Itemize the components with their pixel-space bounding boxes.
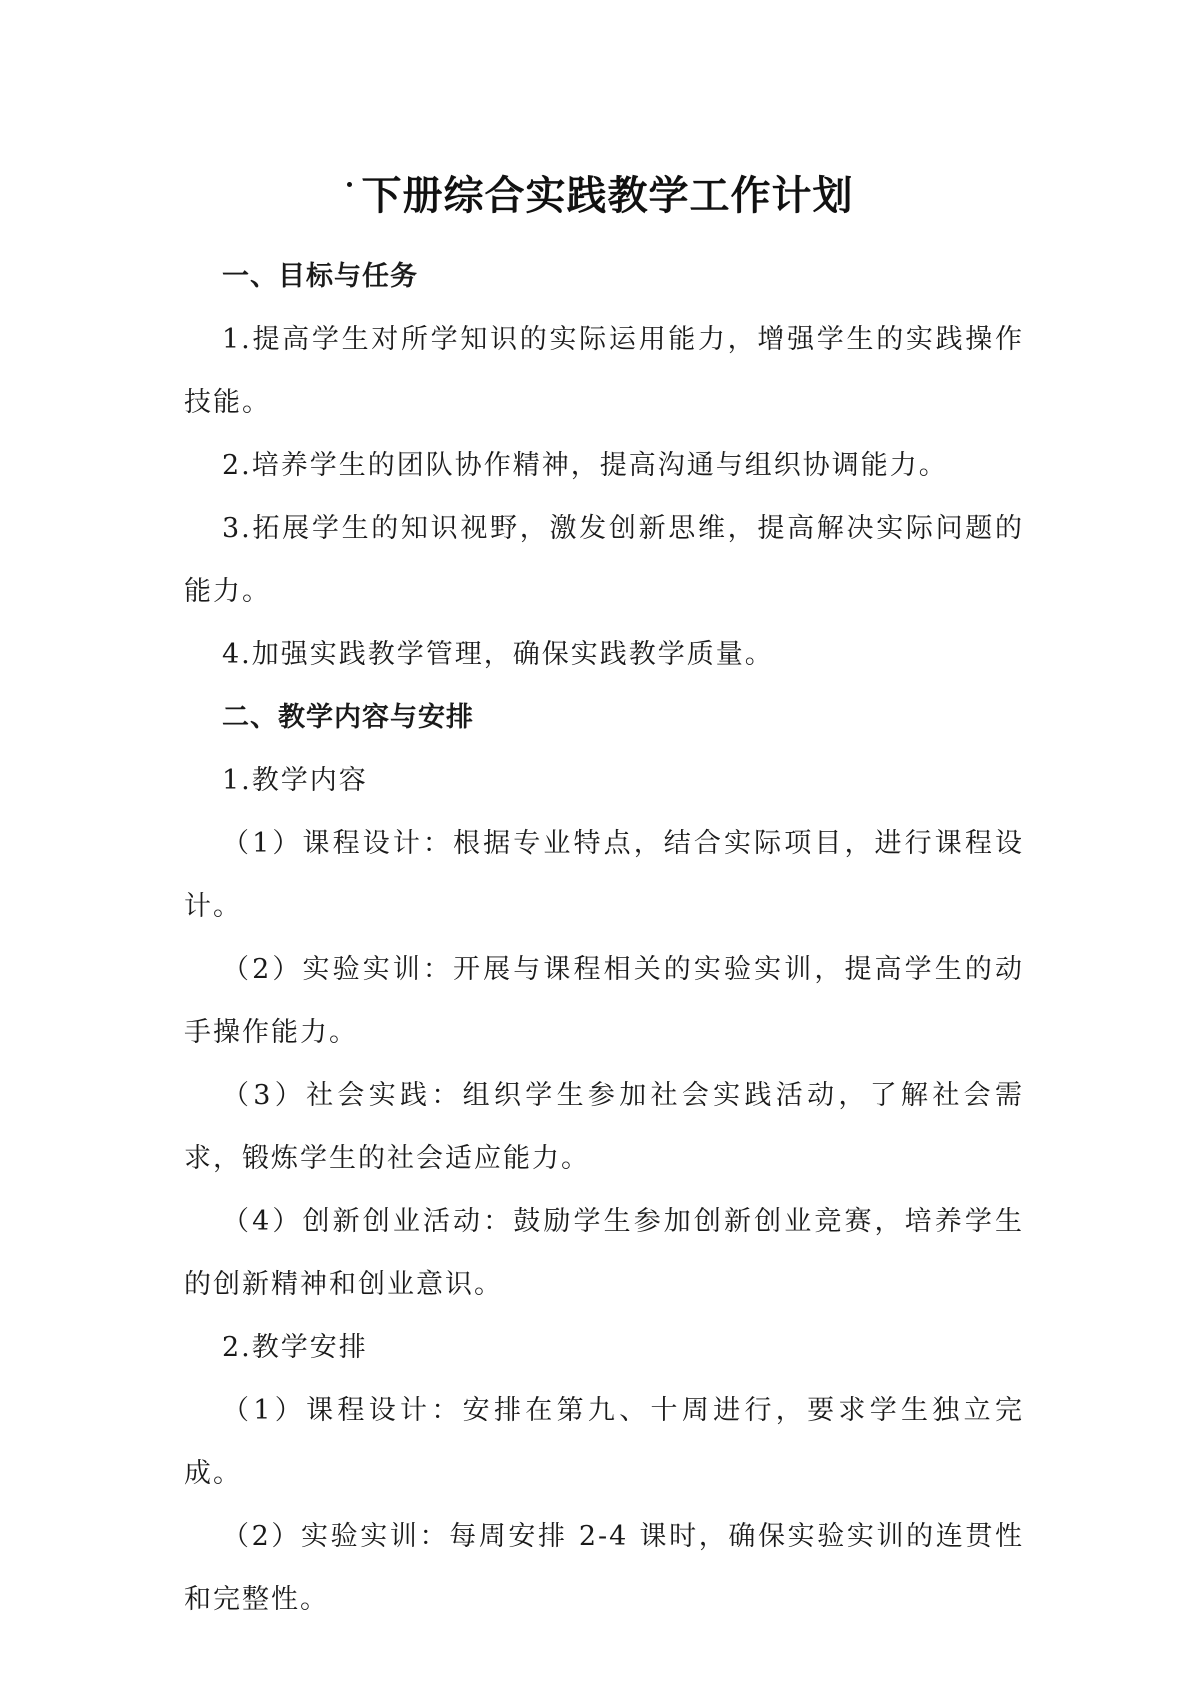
goal-item-4: 4.加强实践教学管理，确保实践教学质量。 [222, 639, 774, 670]
schedule-item-2: （2）实验实训：每周安排 2-4 课时，确保实验实训的连贯性和完整性。 [184, 1521, 1024, 1615]
section-heading-content: 二、教学内容与安排 [222, 702, 474, 733]
goal-item-3: 3.拓展学生的知识视野，激发创新思维，提高解决实际问题的能力。 [184, 513, 1024, 607]
document-body [184, 245, 1024, 1631]
goal-item-1: 1.提高学生对所学知识的实际运用能力，增强学生的实践操作技能。 [184, 324, 1024, 418]
bullet-dot-icon [347, 182, 352, 187]
document-title: 下册综合实践教学工作计划 [361, 173, 854, 219]
content-item-2: （2）实验实训：开展与课程相关的实验实训，提高学生的动手操作能力。 [184, 954, 1024, 1048]
schedule-item-1: （1）课程设计：安排在第九、十周进行，要求学生独立完成。 [184, 1395, 1024, 1489]
subsection-heading-teaching-content: 1.教学内容 [222, 765, 368, 796]
content-item-1: （1）课程设计：根据专业特点，结合实际项目，进行课程设计。 [184, 828, 1024, 922]
section-heading-goals: 一、目标与任务 [222, 261, 418, 292]
goal-item-2: 2.培养学生的团队协作精神，提高沟通与组织协调能力。 [222, 450, 948, 481]
document-title-row [0, 168, 1200, 224]
content-item-4: （4）创新创业活动：鼓励学生参加创新创业竞赛，培养学生的创新精神和创业意识。 [184, 1206, 1024, 1300]
content-item-3: （3）社会实践：组织学生参加社会实践活动，了解社会需求，锻炼学生的社会适应能力。 [184, 1080, 1024, 1174]
subsection-heading-schedule: 2.教学安排 [222, 1332, 368, 1363]
